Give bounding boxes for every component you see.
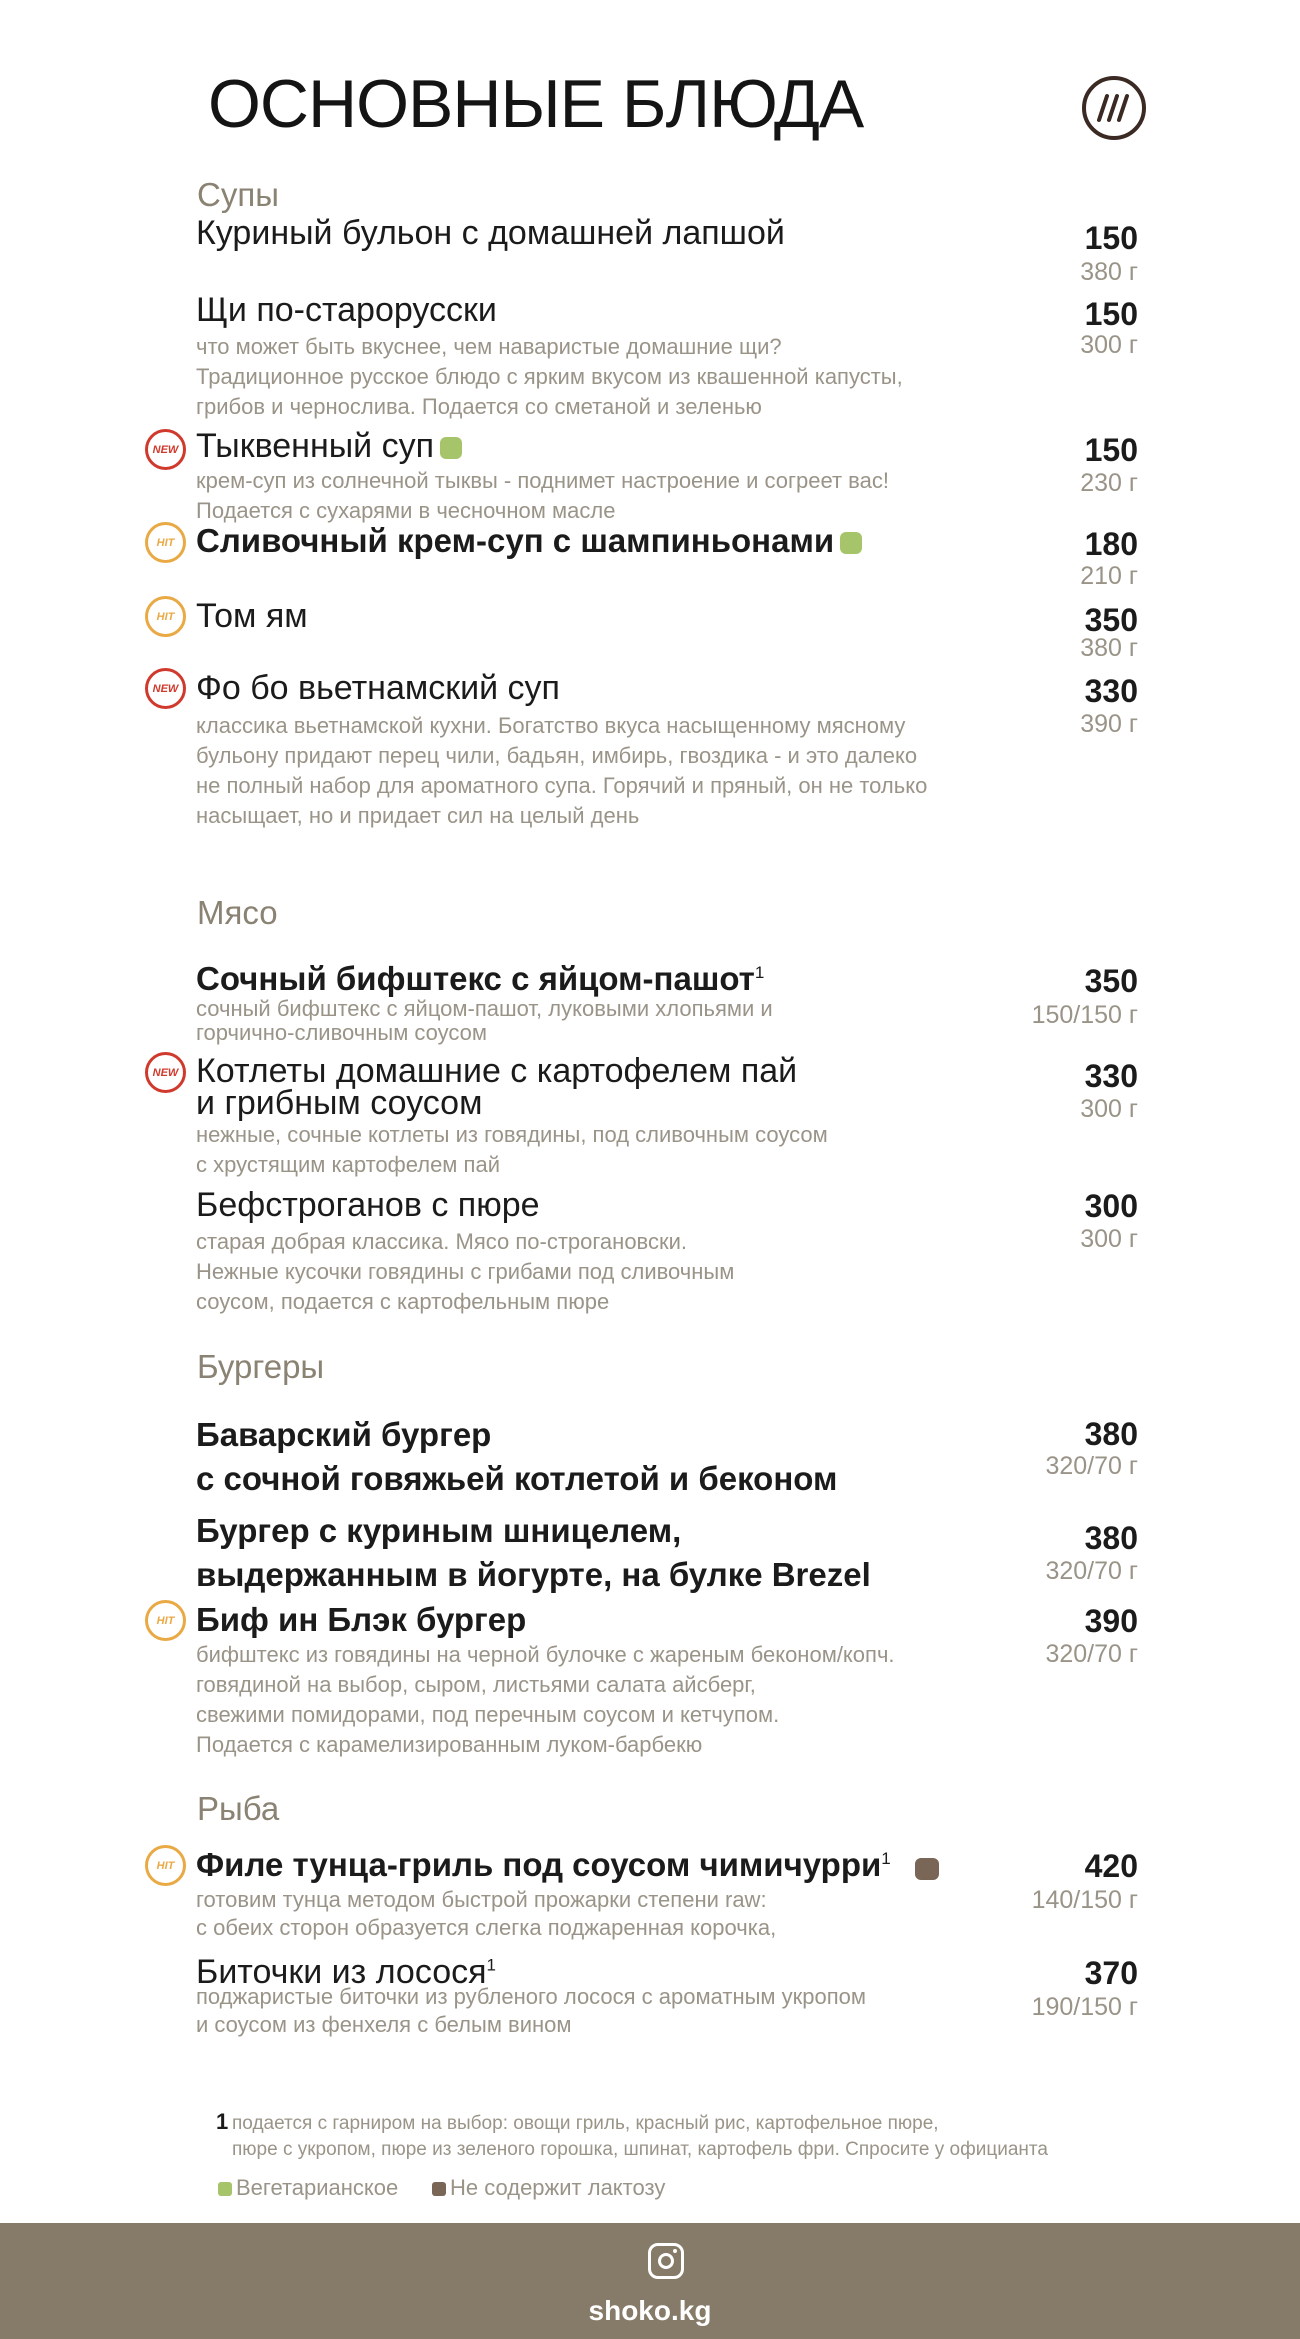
dish-weight: 300 г	[1080, 331, 1138, 359]
dish-price: 380	[1084, 1416, 1138, 1452]
dish-weight: 380 г	[1080, 634, 1138, 662]
dish-description: сочный бифштекс с яйцом-пашот, луковыми хлопьями и горчично-сливочным соусом	[196, 996, 773, 1045]
dish-description: что может быть вкуснее, чем наваристые домашние щи? Традиционное русское блюдо с ярким вкусом из квашенной капусты, грибов и чернослива. Подается со сметаной и зеленью	[196, 334, 903, 419]
dish-price: 390	[1084, 1603, 1138, 1639]
dish-name: Тыквенный суп	[196, 428, 462, 465]
dish-name: Том ям	[196, 597, 308, 635]
new-badge-icon: NEW	[145, 1052, 186, 1093]
dish-weight: 300 г	[1080, 1225, 1138, 1253]
dish-weight: 190/150 г	[1031, 1993, 1138, 2021]
dish-weight: 210 г	[1080, 562, 1138, 590]
dish-price: 350	[1084, 602, 1138, 638]
dish-weight: 390 г	[1080, 710, 1138, 738]
dish-name: Бургер с куриным шницелем, выдержанным в йогурте, на булке Brezel	[196, 1512, 871, 1593]
hit-badge-icon: HIT	[145, 596, 186, 637]
dish-weight: 150/150 г	[1031, 1001, 1138, 1029]
instagram-icon[interactable]	[648, 2243, 684, 2279]
dish-name: Бефстроганов с пюре	[196, 1186, 540, 1224]
dish-weight: 230 г	[1080, 469, 1138, 497]
dish-price: 150	[1084, 220, 1138, 256]
legend-vegetarian: Вегетарианское	[218, 2175, 398, 2201]
dish-price: 180	[1084, 526, 1138, 562]
vegetarian-icon	[840, 532, 862, 554]
dish-price: 420	[1084, 1848, 1138, 1884]
section-title-meat: Мясо	[197, 894, 278, 931]
dish-price: 300	[1084, 1188, 1138, 1224]
footnote-number: 1	[216, 2109, 229, 2134]
dish-description: бифштекс из говядины на черной булочке с жареным беконом/копч. говядиной на выбор, сыром, листьями салата айсберг, свежими помидорами, под перечным соусом и кетчупом. Подается с карамелизированным луком-барбекю	[196, 1642, 895, 1757]
dish-price: 150	[1084, 432, 1138, 468]
dish-name: Баварский бургер с сочной говяжьей котлетой и беконом	[196, 1416, 838, 1497]
dish-price: 370	[1084, 1955, 1138, 1991]
lactose-free-icon	[915, 1858, 939, 1880]
section-title-soups: Супы	[197, 176, 279, 213]
dish-description: поджаристые биточки из рубленого лосося с ароматным укропом и соусом из фенхеля с белым вином	[196, 1984, 867, 2037]
dish-weight: 140/150 г	[1031, 1886, 1138, 1914]
dish-weight: 380 г	[1080, 258, 1138, 286]
hit-badge-icon: HIT	[145, 522, 186, 563]
dish-price: 380	[1084, 1520, 1138, 1556]
dish-description: крем-суп из солнечной тыквы - поднимет настроение и согреет вас! Подается с сухарями в чесночном масле	[196, 468, 889, 523]
dish-price: 330	[1084, 673, 1138, 709]
hit-badge-icon: HIT	[145, 1845, 186, 1886]
dish-name: Биточки из лосося$^1$	[196, 1953, 497, 1991]
dish-price: 330	[1084, 1058, 1138, 1094]
section-title-burgers: Бургеры	[197, 1348, 325, 1385]
footnote-text: подается с гарниром на выбор: овощи гриль, красный рис, картофельное пюре, пюре с укропом, пюре из зеленого горошка, шпинат, картофель фри. Спросите у официанта	[232, 2113, 1048, 2160]
section-title-fish: Рыба	[197, 1790, 280, 1827]
vegetarian-icon	[440, 437, 462, 459]
dish-weight: 320/70 г	[1045, 1557, 1138, 1585]
dish-description: нежные, сочные котлеты из говядины, под сливочным соусом с хрустящим картофелем пай	[196, 1122, 828, 1177]
legend-lactose-free: Не содержит лактозу	[432, 2175, 665, 2201]
logo-mark-icon	[1095, 92, 1135, 126]
dish-price: 350	[1084, 963, 1138, 999]
dish-price: 150	[1084, 296, 1138, 332]
dish-name: Котлеты домашние с картофелем пай и грибным соусом	[196, 1052, 798, 1122]
dish-description: старая добрая классика. Мясо по-строгановски. Нежные кусочки говядины с грибами под сливочным соусом, подается с картофельным пюре	[196, 1229, 735, 1314]
lactose-free-icon	[432, 2182, 446, 2196]
new-badge-icon: NEW	[145, 668, 186, 709]
dish-description: готовим тунца методом быстрой прожарки степени raw: с обеих сторон образуется слегка поджаренная корочка,	[196, 1887, 777, 1940]
vegetarian-icon	[218, 2182, 232, 2196]
dish-weight: 300 г	[1080, 1095, 1138, 1123]
dish-weight: 320/70 г	[1045, 1452, 1138, 1480]
brand-logo	[1082, 76, 1146, 140]
dish-name: Биф ин Блэк бургер	[196, 1601, 527, 1638]
dish-name: Щи по-старорусски	[196, 291, 497, 329]
dish-weight: 320/70 г	[1045, 1640, 1138, 1668]
dish-name: Филе тунца-гриль под соусом чимичурри$^1$	[196, 1846, 891, 1883]
dish-name: Куриный бульон с домашней лапшой	[196, 214, 785, 252]
dish-name: Сочный бифштекс с яйцом-пашот$^1$	[196, 960, 765, 997]
dish-name: Сливочный крем-суп с шампиньонами	[196, 523, 862, 559]
hit-badge-icon: HIT	[145, 1600, 186, 1641]
new-badge-icon: NEW	[145, 429, 186, 470]
website-link[interactable]: shoko.kg	[588, 2295, 712, 2326]
dish-description: классика вьетнамской кухни. Богатство вкуса насыщенному мясному бульону придают перец чили, бадьян, имбирь, гвоздика - и это далеко не полный набор для ароматного супа. Горячий и пряный, он не только насыщает, но и придает сил на целый день	[196, 713, 928, 828]
page-title: ОСНОВНЫЕ БЛЮДА	[208, 66, 864, 142]
dish-name: Фо бо вьетнамский суп	[196, 669, 560, 707]
